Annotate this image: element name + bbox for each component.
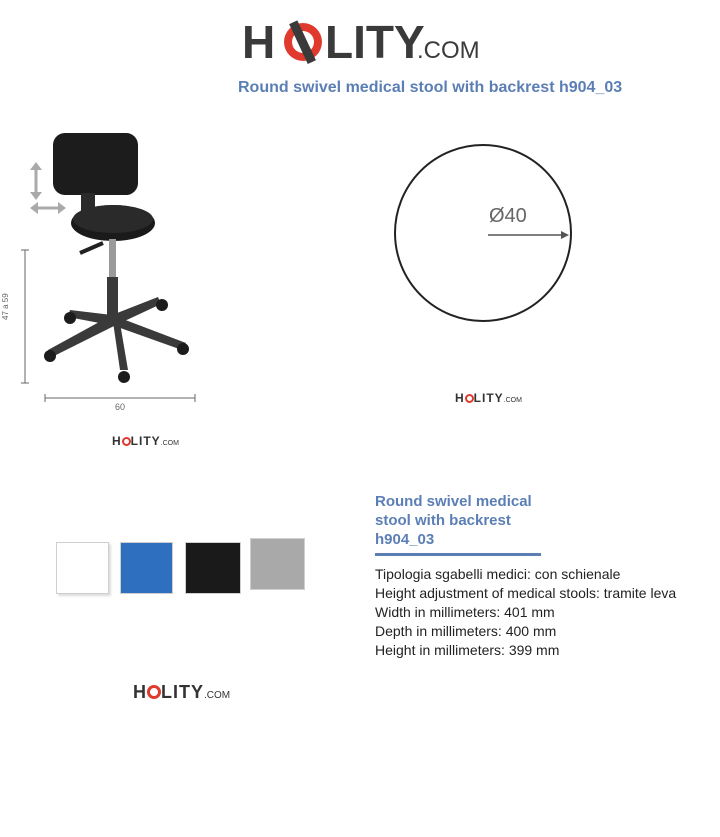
product-heading-line-2: stool with backrest <box>375 512 511 529</box>
product-heading-line-1: Round swivel medical <box>375 493 532 510</box>
site-logo[interactable] <box>242 14 482 70</box>
spec-width: Width in millimeters: 401 mm <box>375 604 555 620</box>
product-heading <box>375 492 550 549</box>
color-swatch-grey[interactable] <box>250 538 305 590</box>
svg-text:H: H <box>242 16 276 68</box>
svg-text:.COM: .COM <box>417 37 480 64</box>
product-heading-line-3: h904_03 <box>375 531 435 548</box>
logo-svg <box>242 14 482 70</box>
logo-o-icon <box>465 394 474 403</box>
product-specs <box>375 565 676 660</box>
spec-height-adjustment: Height adjustment of medical stools: tramite leva <box>375 585 677 601</box>
stool-illustration <box>8 125 213 415</box>
svg-text:LITY: LITY <box>325 16 425 68</box>
height-dimension-label: 47 a 59 <box>1 293 10 320</box>
spec-depth: Depth in millimeters: 400 mm <box>375 623 557 639</box>
small-logo-2: H LITY.COM <box>455 391 522 405</box>
color-swatch-white[interactable] <box>56 542 109 594</box>
spec-height: Height in millimeters: 399 mm <box>375 642 560 658</box>
page-title: Round swivel medical stool with backrest h904_03 <box>238 79 623 96</box>
diameter-label: Ø40 <box>489 205 527 227</box>
logo-o-icon <box>147 685 161 699</box>
diameter-circle <box>393 143 575 325</box>
small-logo-1: H LITY.COM <box>112 434 179 448</box>
stool-image <box>8 125 213 415</box>
width-dimension-label: 60 <box>115 402 126 412</box>
color-swatch-black[interactable] <box>185 542 241 594</box>
spec-type: Tipologia sgabelli medici: con schienale <box>375 566 621 582</box>
small-logo-3: H LITY.COM <box>133 682 231 702</box>
diameter-diagram <box>393 143 575 325</box>
color-swatch-blue[interactable] <box>120 542 173 594</box>
heading-divider <box>375 553 541 556</box>
logo-o-icon <box>122 437 131 446</box>
